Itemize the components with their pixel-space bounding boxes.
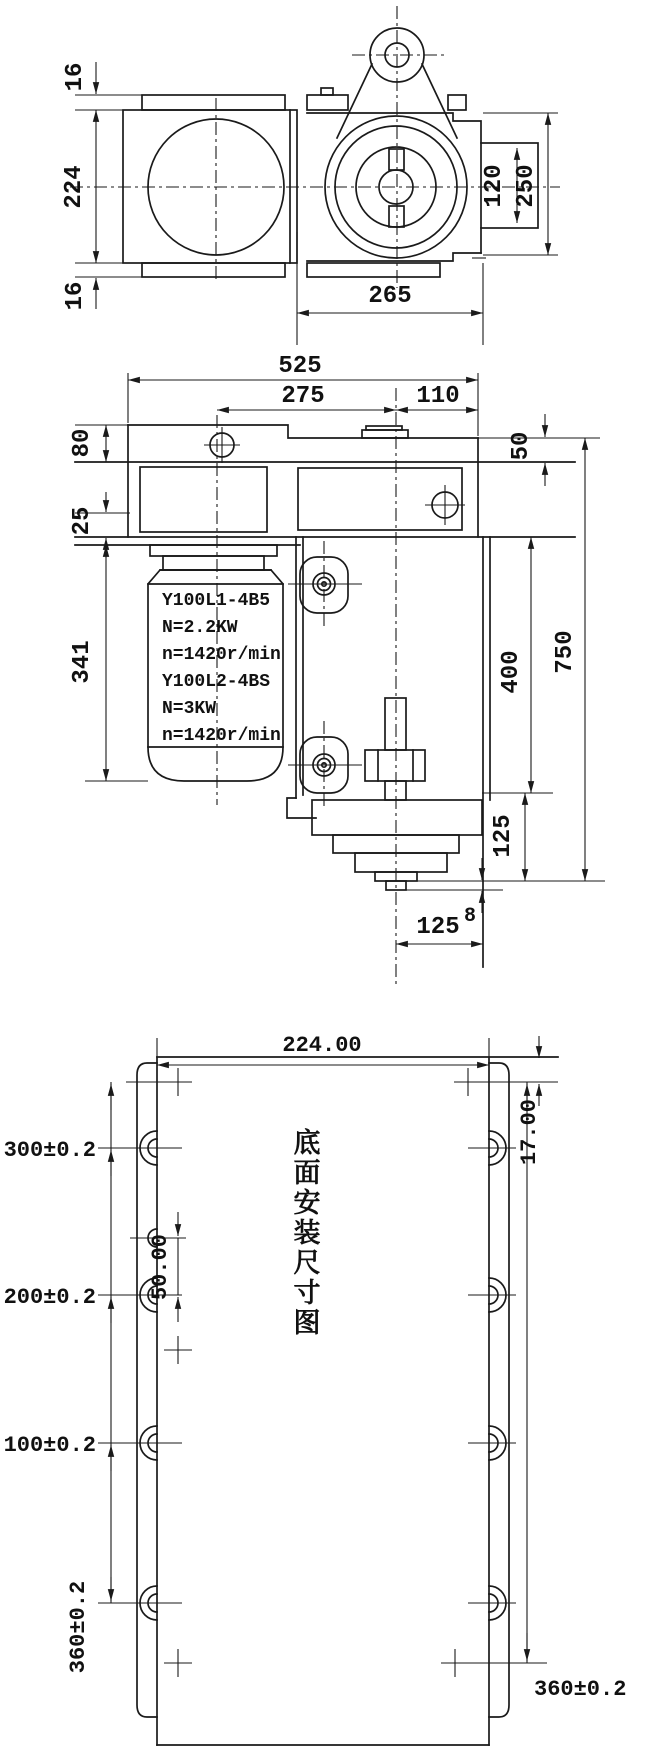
dim-50-00-label: 50.00 [148,1233,173,1301]
bolt-boss-upper [288,541,362,627]
dim-360-right-label: 360±0.2 [534,1677,627,1702]
dim-265-label: 265 [368,283,412,310]
bottom-flange-strip [142,263,285,277]
dim-125h-label: 125 [416,914,460,941]
dim-50-00 [148,1212,178,1322]
dim-525-label: 525 [278,353,322,380]
front-view [69,353,605,985]
dim-341-label: 341 [69,640,96,684]
dim-224-00 [157,1033,489,1065]
bolt-boss-lower [288,721,362,809]
top-boss [321,88,333,95]
dim-250: 250 [513,164,540,208]
dim-right-chain [460,1082,626,1702]
dim-17-00-label: 17.00 [517,1098,542,1166]
dim-300-label: 300±0.2 [3,1138,96,1163]
dim-360-left-label: 360±0.2 [66,1580,91,1674]
dim-275-110 [217,383,478,410]
motor-model-1: Y100L1-4B5 [162,591,271,611]
dim-120: 120 [481,164,508,208]
dim-400 [482,537,553,793]
dim-750-label: 750 [552,630,579,674]
bolt-slots [130,1131,516,1620]
bolt-crosshair-1 [204,427,240,463]
dim-100-label: 100±0.2 [3,1433,96,1458]
right-housing-bottom-edge [307,253,481,261]
dim-16-bottom: 16 [62,281,89,311]
top-flange-strip [142,95,285,110]
dim-80 [69,425,128,462]
dim-200-label: 200±0.2 [3,1285,96,1310]
dim-110-label: 110 [416,383,460,410]
dim-50-label: 50 [508,431,535,461]
bottom-view [4,1033,627,1745]
dim-8-label: 8 [464,905,477,928]
dim-341 [69,545,148,781]
motor-speed-1: n=1420r/min [162,645,281,665]
center-marks [164,1068,482,1677]
dim-125v-label: 125 [490,814,517,858]
bottom-view-title: 底面安装尺寸图 [293,1128,321,1339]
dim-400-label: 400 [498,650,525,694]
dim-224: 224 [61,165,88,209]
dim-265 [297,232,483,345]
dim-275-label: 275 [281,383,325,410]
dim-right-column [481,113,558,255]
dim-125-vertical [490,793,525,881]
motor-model-2: Y100L2-4BS [162,672,271,692]
step-pulley-stack [312,800,482,890]
mounting-plate [137,1057,558,1745]
shaft-assembly [365,698,425,800]
dim-left-column [61,62,142,310]
dim-25-label: 25 [69,506,96,536]
gearbox-top-edge [128,425,478,438]
dim-left-chain [4,1082,182,1673]
case [287,537,490,967]
dim-224-00-label: 224.00 [282,1033,362,1058]
motor-power-2: N=3KW [162,699,217,719]
dim-25 [69,492,130,558]
motor-power-1: N=2.2KW [162,618,238,638]
motor-speed-2: n=1420r/min [162,726,281,746]
dim-16-top: 16 [62,62,89,92]
inspection-window-left [140,467,267,532]
bolt-crosshair-2 [425,485,465,525]
dim-50 [478,414,600,486]
dim-17-00 [478,1036,558,1165]
dim-80-label: 80 [69,428,96,458]
inspection-window-right [298,468,462,530]
motor [148,545,283,781]
top-view [61,6,560,345]
